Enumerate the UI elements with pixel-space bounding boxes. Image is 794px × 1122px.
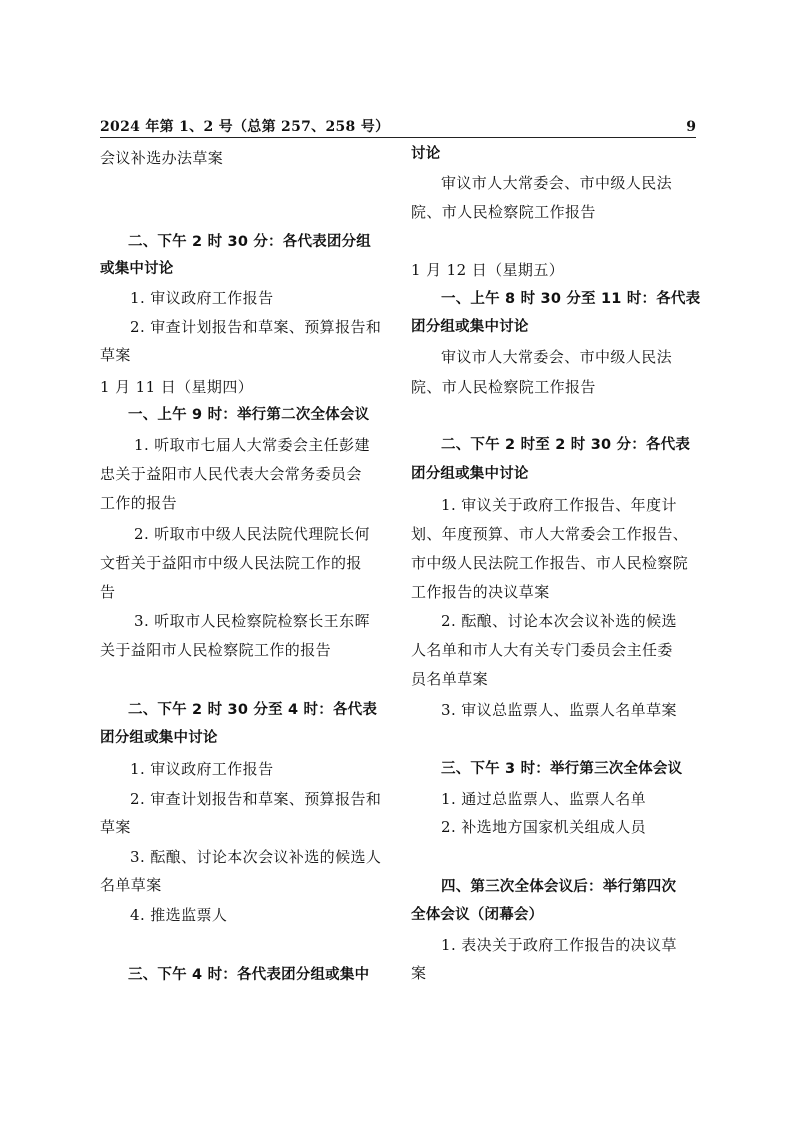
text-line: 草案 [100, 346, 131, 364]
text-line: 院、市人民检察院工作报告 [411, 378, 596, 396]
section-heading: 讨论 [411, 146, 441, 162]
list-item: 1. 审议政府工作报告 [130, 760, 274, 778]
section-heading: 全体会议（闭幕会） [411, 907, 544, 923]
text-line: 关于益阳市人民检察院工作的报告 [100, 641, 332, 659]
issue-title: 2024 年第 1、2 号（总第 257、258 号） [100, 119, 390, 135]
section-heading: 或集中讨论 [100, 261, 174, 277]
text-line: 告 [100, 583, 116, 601]
text-line: 草案 [100, 818, 131, 836]
date-heading: 1 月 11 日（星期四） [100, 378, 254, 396]
text-line: 案 [411, 964, 427, 982]
list-item: 4. 推选监票人 [130, 906, 228, 924]
section-heading: 二、下午 2 时 30 分：各代表团分组 [128, 234, 371, 250]
text-line: 市中级人民法院工作报告、市人民检察院 [411, 554, 689, 572]
text-line: 文哲关于益阳市中级人民法院工作的报 [100, 554, 362, 572]
section-heading: 三、下午 4 时：各代表团分组或集中 [128, 967, 370, 983]
section-heading: 二、下午 2 时至 2 时 30 分：各代表 [441, 437, 691, 453]
text-line: 院、市人民检察院工作报告 [411, 203, 596, 221]
list-item: 3. 听取市人民检察院检察长王东晖 [134, 612, 370, 630]
right-column [411, 0, 701, 1122]
list-item: 3. 审议总监票人、监票人名单草案 [441, 701, 677, 719]
list-item: 2. 审查计划报告和草案、预算报告和 [130, 790, 382, 808]
date-heading: 1 月 12 日（星期五） [411, 261, 565, 279]
list-item: 1. 审议政府工作报告 [130, 289, 274, 307]
list-item: 2. 审查计划报告和草案、预算报告和 [130, 318, 382, 336]
text-line: 审议市人大常委会、市中级人民法 [441, 174, 673, 192]
list-item: 2. 听取市中级人民法院代理院长何 [134, 525, 370, 543]
list-item: 1. 通过总监票人、监票人名单 [441, 790, 647, 808]
text-line: 名单草案 [100, 876, 162, 894]
list-item: 3. 酝酿、讨论本次会议补选的候选人 [130, 848, 382, 866]
list-item: 1. 表决关于政府工作报告的决议草 [441, 936, 677, 954]
text-line: 忠关于益阳市人民代表大会常务委员会 [100, 465, 362, 483]
section-heading: 团分组或集中讨论 [411, 319, 529, 335]
left-column [100, 0, 386, 1122]
section-heading: 团分组或集中讨论 [411, 466, 529, 482]
section-heading: 三、下午 3 时：举行第三次全体会议 [441, 761, 683, 777]
section-heading: 二、下午 2 时 30 分至 4 时：各代表 [128, 702, 378, 718]
list-item: 1. 审议关于政府工作报告、年度计 [441, 496, 677, 514]
text-line: 工作的报告 [100, 494, 178, 512]
text-line: 员名单草案 [411, 670, 489, 688]
section-heading: 团分组或集中讨论 [100, 730, 218, 746]
list-item: 2. 酝酿、讨论本次会议补选的候选 [441, 612, 677, 630]
section-heading: 一、上午 9 时：举行第二次全体会议 [128, 407, 370, 423]
text-line: 划、年度预算、市人大常委会工作报告、 [411, 525, 689, 543]
list-item: 1. 听取市七届人大常委会主任彭建 [134, 436, 370, 454]
section-heading: 四、第三次全体会议后：举行第四次 [441, 879, 677, 895]
section-heading: 一、上午 8 时 30 分至 11 时：各代表 [441, 291, 701, 307]
list-item: 2. 补选地方国家机关组成人员 [441, 818, 647, 836]
text-line: 人名单和市人大有关专门委员会主任委 [411, 641, 673, 659]
page-number: 9 [686, 119, 696, 135]
text-line: 会议补选办法草案 [100, 149, 224, 167]
text-line: 审议市人大常委会、市中级人民法 [441, 348, 673, 366]
text-line: 工作报告的决议草案 [411, 583, 550, 601]
